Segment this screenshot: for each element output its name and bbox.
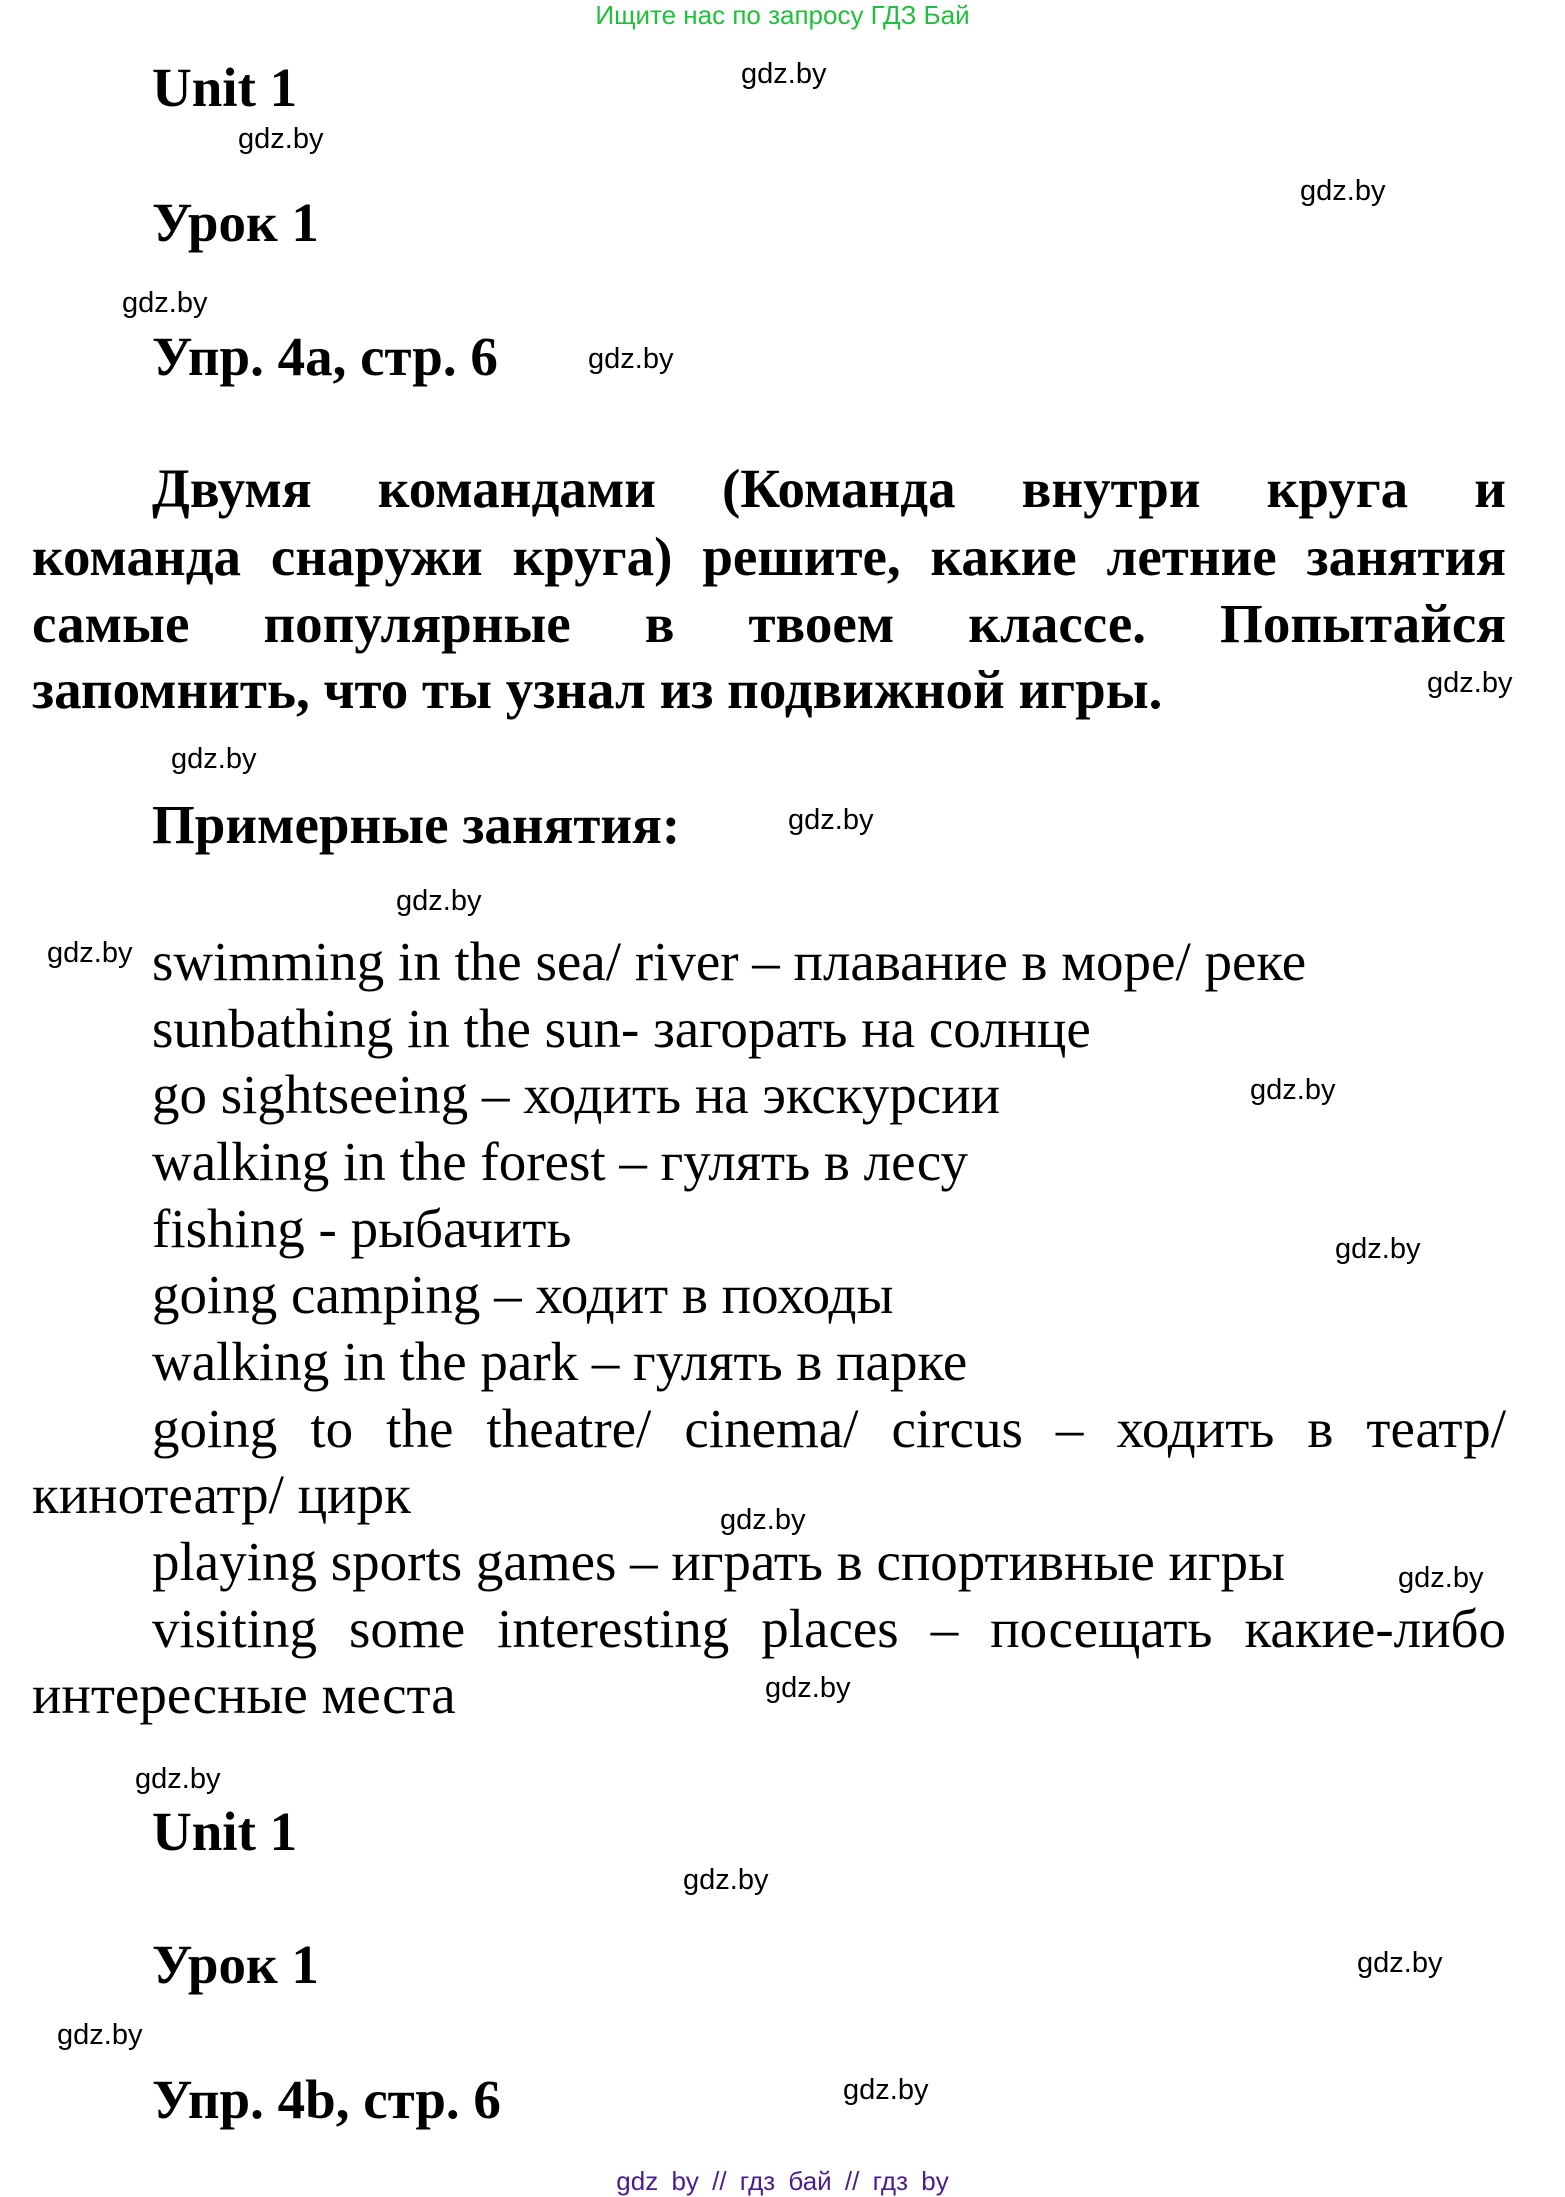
list-item: visiting some interesting places – посещать какие-либо bbox=[152, 1598, 1506, 1659]
watermark: gdz.by bbox=[1398, 1562, 1484, 1594]
watermark: gdz.by bbox=[171, 743, 257, 775]
instruction-line: самые популярные в твоем классе. Попытайся bbox=[32, 593, 1506, 654]
watermark: gdz.by bbox=[396, 885, 482, 917]
list-item: sunbathing in the sun- загорать на солнце bbox=[152, 998, 1091, 1059]
list-item: fishing - рыбачить bbox=[152, 1198, 572, 1259]
list-item-continuation: интересные места bbox=[32, 1664, 456, 1725]
watermark: gdz.by bbox=[1300, 175, 1386, 207]
list-item: walking in the forest – гулять в лесу bbox=[152, 1131, 969, 1192]
watermark: gdz.by bbox=[788, 804, 874, 836]
watermark: gdz.by bbox=[843, 2074, 929, 2106]
list-item: walking in the park – гулять в парке bbox=[152, 1331, 968, 1392]
footer-links[interactable]: gdz by // гдз бай // гдз by bbox=[616, 2166, 949, 2196]
watermark: gdz.by bbox=[765, 1672, 851, 1704]
watermark: gdz.by bbox=[1427, 667, 1513, 699]
unit-heading-b: Unit 1 bbox=[152, 1801, 298, 1862]
watermark: gdz.by bbox=[683, 1864, 769, 1896]
list-item: playing sports games – играть в спортивные игры bbox=[152, 1531, 1286, 1592]
watermark: gdz.by bbox=[741, 58, 827, 90]
search-hint-banner[interactable]: Ищите нас по запросу ГДЗ Бай bbox=[595, 0, 970, 30]
unit-heading: Unit 1 bbox=[152, 57, 298, 118]
list-item: going to the theatre/ cinema/ circus – ходить в театр/ bbox=[152, 1398, 1506, 1459]
list-item: go sightseeing – ходить на экскурсии bbox=[152, 1064, 1001, 1125]
examples-heading: Примерные занятия: bbox=[152, 794, 681, 855]
watermark: gdz.by bbox=[1335, 1233, 1421, 1265]
list-item: swimming in the sea/ river – плавание в море/ реке bbox=[152, 931, 1307, 992]
watermark: gdz.by bbox=[122, 287, 208, 319]
watermark: gdz.by bbox=[47, 937, 133, 969]
instruction-line: запомнить, что ты узнал из подвижной игры. bbox=[32, 659, 1163, 720]
lesson-heading: Урок 1 bbox=[152, 192, 319, 253]
list-item-continuation: кинотеатр/ цирк bbox=[32, 1464, 411, 1525]
list-item: going camping – ходит в походы bbox=[152, 1264, 894, 1325]
instruction-line: Двумя командами (Команда внутри круга и bbox=[152, 458, 1506, 519]
watermark: gdz.by bbox=[238, 123, 324, 155]
lesson-heading-b: Урок 1 bbox=[152, 1934, 319, 1995]
watermark: gdz.by bbox=[588, 343, 674, 375]
exercise-heading-b: Упр. 4b, стр. 6 bbox=[152, 2069, 501, 2130]
watermark: gdz.by bbox=[1357, 1947, 1443, 1979]
instruction-line: команда снаружи круга) решите, какие летние занятия bbox=[32, 526, 1506, 587]
watermark: gdz.by bbox=[720, 1504, 806, 1536]
watermark: gdz.by bbox=[1250, 1074, 1336, 1106]
watermark: gdz.by bbox=[57, 2019, 143, 2051]
exercise-heading: Упр. 4а, стр. 6 bbox=[152, 326, 498, 387]
watermark: gdz.by bbox=[135, 1763, 221, 1795]
